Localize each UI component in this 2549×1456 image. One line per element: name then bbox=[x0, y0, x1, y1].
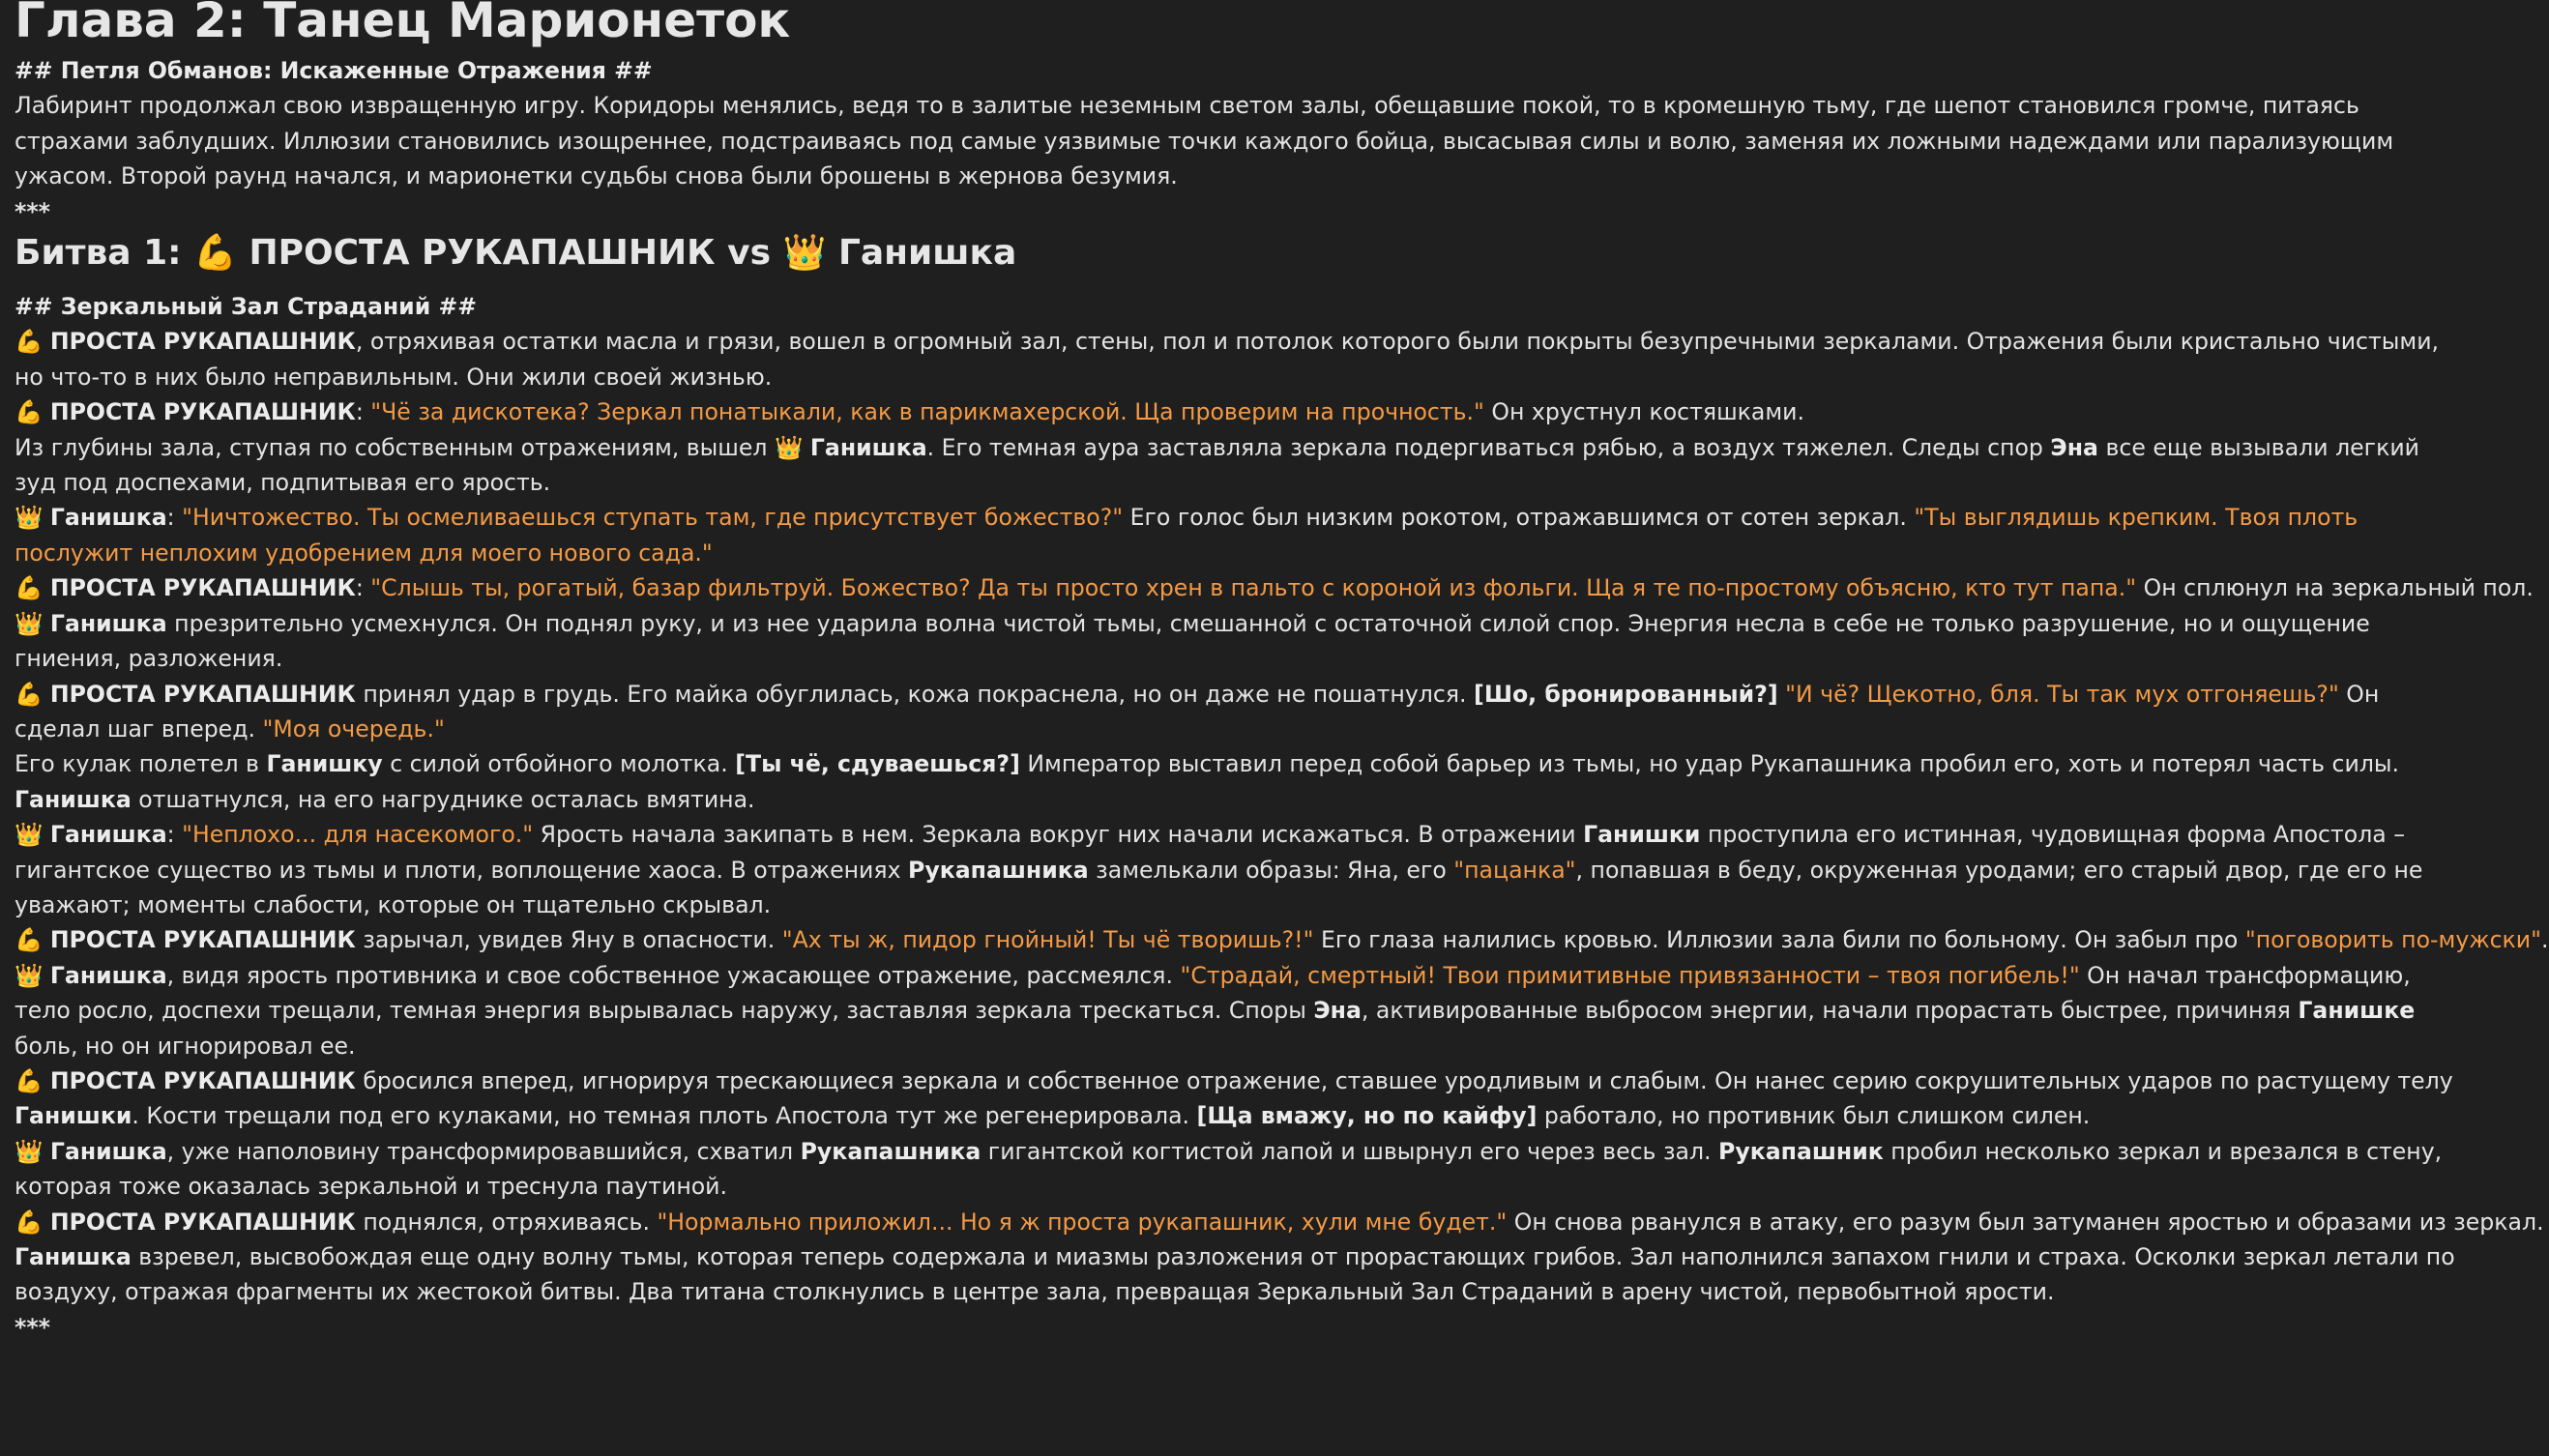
paragraph-text: зарычал, увидев Яну в опасности. bbox=[355, 926, 782, 954]
paragraph-text: принял удар в грудь. Его майка обуглилась, кожа покраснела, но он даже не пошатнулся. bbox=[355, 680, 1475, 708]
battle-fighter-1: ПРОСТА РУКАПАШНИК bbox=[249, 233, 716, 274]
paragraph-text: бросился вперед, игнорируя трескающиеся зеркала и собственное отражение, ставшее уродливым и слабым. Он нанес серию сокрушительных ударов по растущему телу bbox=[355, 1066, 2453, 1094]
muscle-icon: 💪 bbox=[15, 680, 44, 708]
speaker-name: Ганишка bbox=[49, 504, 167, 532]
character-name: Ганишка bbox=[809, 433, 927, 461]
dialogue-quote: "пацанка" bbox=[1453, 856, 1576, 884]
dialogue-quote: "поговорить по-мужски" bbox=[2244, 926, 2541, 954]
story-paragraph bbox=[15, 570, 2534, 605]
paragraph-text: поднялся, отряхиваясь. bbox=[355, 1208, 658, 1236]
character-name: ПРОСТА РУКАПАШНИК bbox=[49, 1208, 356, 1236]
paragraph-text: Он хрустнул костяшками. bbox=[1483, 398, 1805, 426]
character-name: Эна bbox=[1313, 997, 1362, 1025]
speaker-name: ПРОСТА РУКАПАШНИК bbox=[49, 398, 356, 426]
character-name: Рукапашника bbox=[908, 856, 1089, 884]
paragraph-text: , отряхивая остатки масла и грязи, вошел в огромный зал, стены, пол и потолок которого были покрыты безупречными зеркалами. Отражения были кристально чистыми, но что-то в них было неправильным. Они жили своей жизнью. bbox=[15, 328, 2440, 391]
muscle-icon: 💪 bbox=[15, 1066, 44, 1094]
section-heading-2-text: ## Зеркальный Зал Страданий ## bbox=[15, 293, 477, 321]
story-paragraph bbox=[15, 677, 2456, 747]
muscle-icon: 💪 bbox=[15, 398, 44, 426]
paragraph-text: Император выставил перед собой барьер из тьмы, но удар Рукапашника пробил его, хоть и потерял часть силы. bbox=[1019, 750, 2400, 778]
paragraph-text: , видя ярость противника и свое собственное ужасающее отражение, рассмеялся. bbox=[166, 961, 1181, 989]
battle-fighter-2: Ганишка bbox=[837, 233, 1017, 274]
story-paragraph bbox=[15, 500, 2456, 570]
paragraph-text: Он начал трансформацию, тело росло, доспехи трещали, темная энергия вырывалась наружу, заставляя зеркала трескаться. Споры bbox=[15, 961, 2411, 1025]
character-name: Ганишка bbox=[49, 961, 167, 989]
story-paragraph bbox=[15, 1134, 2456, 1205]
story-paragraph bbox=[15, 394, 2456, 429]
paragraph-text: Ярость начала закипать в нем. Зеркала вокруг них начали искажаться. В отражении bbox=[533, 821, 1584, 849]
chapter-title: Глава 2: Танец Марионеток bbox=[15, 0, 791, 48]
separator-1: *** bbox=[15, 197, 51, 225]
paragraph-text: . Кости трещали под его кулаками, но темная плоть Апостола тут же регенерировала. bbox=[132, 1102, 1197, 1130]
paragraph-text: замелькали образы: Яна, его bbox=[1088, 856, 1454, 884]
colon: : bbox=[166, 504, 175, 532]
muscle-icon: 💪 bbox=[15, 1208, 44, 1236]
muscle-icon: 💪 bbox=[15, 328, 44, 356]
character-name: Ганишка bbox=[15, 1243, 132, 1270]
dialogue-quote: "Ах ты ж, пидор гнойный! Ты чё творишь?!" bbox=[781, 926, 1314, 954]
paragraph-text: . bbox=[2541, 926, 2549, 954]
character-name: ПРОСТА РУКАПАШНИК bbox=[49, 1066, 356, 1094]
character-name: Ганишке bbox=[2298, 997, 2416, 1025]
dialogue-quote: "Нормально приложил... Но я ж проста рукапашник, хули мне будет." bbox=[657, 1208, 1508, 1236]
crown-icon: 👑 bbox=[774, 433, 804, 461]
crown-icon: 👑 bbox=[15, 821, 44, 849]
skill-bracket: [Ты чё, сдуваешься?] bbox=[735, 750, 1020, 778]
character-name: ПРОСТА РУКАПАШНИК bbox=[49, 680, 356, 708]
speaker-name: ПРОСТА РУКАПАШНИК bbox=[49, 574, 356, 602]
story-paragraph bbox=[15, 958, 2456, 1063]
colon: : bbox=[355, 398, 364, 426]
muscle-icon: 💪 bbox=[15, 574, 44, 602]
paragraph-text: . Его темная аура заставляла зеркала подергиваться рябью, а воздух тяжелел. Следы спор bbox=[926, 433, 2051, 461]
skill-bracket: [Ща вмажу, но по кайфу] bbox=[1196, 1102, 1538, 1130]
paragraph-text: Он сплюнул на зеркальный пол. bbox=[2136, 574, 2534, 602]
paragraph-text: отшатнулся, на его нагруднике осталась вмятина. bbox=[131, 785, 755, 813]
muscle-icon: 💪 bbox=[15, 926, 44, 954]
story-paragraph bbox=[15, 606, 2456, 677]
paragraph-text: , уже наполовину трансформировавшийся, схватил bbox=[166, 1137, 801, 1165]
colon: : bbox=[355, 574, 364, 602]
crown-icon: 👑 bbox=[15, 609, 44, 637]
dialogue-quote: "Страдай, смертный! Твои примитивные привязанности – твоя погибель!" bbox=[1180, 961, 2080, 989]
paragraph-text: презрительно усмехнулся. Он поднял руку, и из нее ударила волна чистой тьмы, смешанной с остаточной силой спор. Энергия несла в себе не только разрушение, но и ощущение гниения, разложения. bbox=[15, 609, 2370, 673]
muscle-icon: 💪 bbox=[193, 233, 237, 274]
story-paragraph bbox=[15, 922, 2549, 957]
dialogue-quote: "Моя очередь." bbox=[262, 714, 445, 743]
paragraph-text: взревел, высвобождая еще одну волну тьмы, которая теперь содержала и миазмы разложения от прорастающих грибов. Зал наполнился запахом гнили и страха. Осколки зеркал летали по воздуху, отражая фрагменты их жестокой битвы. Два титана столкнулись в центре зала, превращая Зеркальный Зал Страданий в арену чистой, первобытной ярости. bbox=[15, 1243, 2455, 1306]
paragraph-text: Из глубины зала, ступая по собственным отражениям, вышел bbox=[15, 433, 775, 461]
paragraph-text: , активированные выбросом энергии, начали прорастать быстрее, причиняя bbox=[1361, 997, 2299, 1025]
battle-title bbox=[15, 231, 2456, 276]
story-paragraph bbox=[15, 324, 2456, 394]
story-paragraph bbox=[15, 817, 2456, 922]
character-name: ПРОСТА РУКАПАШНИК bbox=[49, 926, 356, 954]
section-heading-1 bbox=[15, 53, 2456, 88]
dialogue-quote: "Неплохо... для насекомого." bbox=[182, 821, 534, 849]
dialogue-quote: "Ты выглядишь крепким. Твоя плоть послужит неплохим удобрением для моего нового сада." bbox=[15, 504, 2359, 567]
story-paragraph bbox=[15, 1205, 2544, 1239]
character-name: Ганишки bbox=[1583, 821, 1701, 849]
character-name: Ганишки bbox=[15, 1102, 132, 1130]
character-name: Рукапашника bbox=[800, 1137, 982, 1165]
separator-2: *** bbox=[15, 1313, 51, 1341]
paragraph-text: все еще вызывали легкий зуд под доспехами, подпитывая его ярость. bbox=[15, 433, 2419, 497]
dialogue-quote: "Слышь ты, рогатый, базар фильтруй. Божество? Да ты просто хрен в пальто с короной из фольги. Ща я те по-простому объясню, кто тут папа." bbox=[370, 574, 2137, 602]
story-paragraph bbox=[15, 430, 2456, 501]
story-paragraph bbox=[15, 1239, 2456, 1310]
character-name: Ганишка bbox=[49, 609, 167, 637]
dialogue-quote: "Чё за дискотека? Зеркал понатыкали, как в парикмахерской. Ща проверим на прочность." bbox=[370, 398, 1484, 426]
battle-title-prefix: Битва 1: bbox=[15, 233, 182, 274]
crown-icon: 👑 bbox=[782, 233, 827, 274]
crown-icon: 👑 bbox=[15, 1137, 44, 1165]
speaker-name: Ганишка bbox=[49, 821, 167, 849]
story-paragraph bbox=[15, 746, 2456, 817]
character-name: Рукапашник bbox=[1718, 1137, 1884, 1165]
story-paragraph bbox=[15, 1063, 2456, 1134]
paragraph-text: Его голос был низким рокотом, отражавшимся от сотен зеркал. bbox=[1123, 504, 1915, 532]
paragraph-text: работало, но противник был слишком силен. bbox=[1537, 1102, 2091, 1130]
paragraph-text: проступила его истинная, чудовищная форма Апостола – гигантское существо из тьмы и плоти, воплощение хаоса. В отражениях bbox=[15, 821, 2406, 884]
skill-bracket: [Шо, бронированный?] bbox=[1474, 680, 1778, 708]
paragraph-text: пробил несколько зеркал и врезался в стену, которая тоже оказалась зеркальной и треснула паутиной. bbox=[15, 1137, 2443, 1201]
paragraph-text: боль, но он игнорировал ее. bbox=[15, 1032, 356, 1060]
character-name: Эна bbox=[2050, 433, 2098, 461]
intro-paragraph: Лабиринт продолжал свою извращенную игру. Коридоры менялись, ведя то в залитые неземным светом залы, обещавшие покой, то в кромешную тьму, где шепот становился громче, питаясь страхами заблудших. Иллюзии становились изощреннее, подстраиваясь под самые уязвимые точки каждого бойца, высасывая силы и волю, заменяя их ложными надеждами или парализующим ужасом. Второй раунд начался, и марионетки судьбы снова были брошены в жернова безумия. bbox=[15, 92, 2394, 190]
paragraph-text: Он сделал шаг вперед. bbox=[15, 680, 2380, 743]
crown-icon: 👑 bbox=[15, 961, 44, 989]
dialogue-quote: "И чё? Щекотно, бля. Ты так мух отгоняешь?" bbox=[1785, 680, 2339, 708]
paragraph-text: Его кулак полетел в bbox=[15, 750, 267, 778]
crown-icon: 👑 bbox=[15, 504, 44, 532]
battle-vs: vs bbox=[727, 233, 772, 274]
paragraph-text: с силой отбойного молотка. bbox=[382, 750, 736, 778]
paragraph-text: гигантской когтистой лапой и швырнул его через весь зал. bbox=[981, 1137, 1719, 1165]
colon: : bbox=[166, 821, 175, 849]
speaker-name: ПРОСТА РУКАПАШНИК bbox=[49, 328, 356, 356]
dialogue-quote: "Ничтожество. Ты осмеливаешься ступать там, где присутствует божество?" bbox=[182, 504, 1124, 532]
section-heading-1-text: ## Петля Обманов: Искаженные Отражения ## bbox=[15, 57, 653, 84]
paragraph-text: Он снова рванулся в атаку, его разум был затуманен яростью и образами из зеркал. bbox=[1507, 1208, 2544, 1236]
paragraph-text: Его глаза налились кровью. Иллюзии зала били по больному. Он забыл про bbox=[1313, 926, 2245, 954]
section-heading-2 bbox=[15, 289, 2456, 324]
paragraph-text: , попавшая в беду, окруженная уродами; его старый двор, где его не уважают; моменты слабости, которые он тщательно скрывал. bbox=[15, 856, 2423, 918]
character-name: Ганишка bbox=[15, 785, 132, 813]
character-name: Ганишка bbox=[49, 1137, 167, 1165]
character-name: Ганишку bbox=[266, 750, 383, 778]
